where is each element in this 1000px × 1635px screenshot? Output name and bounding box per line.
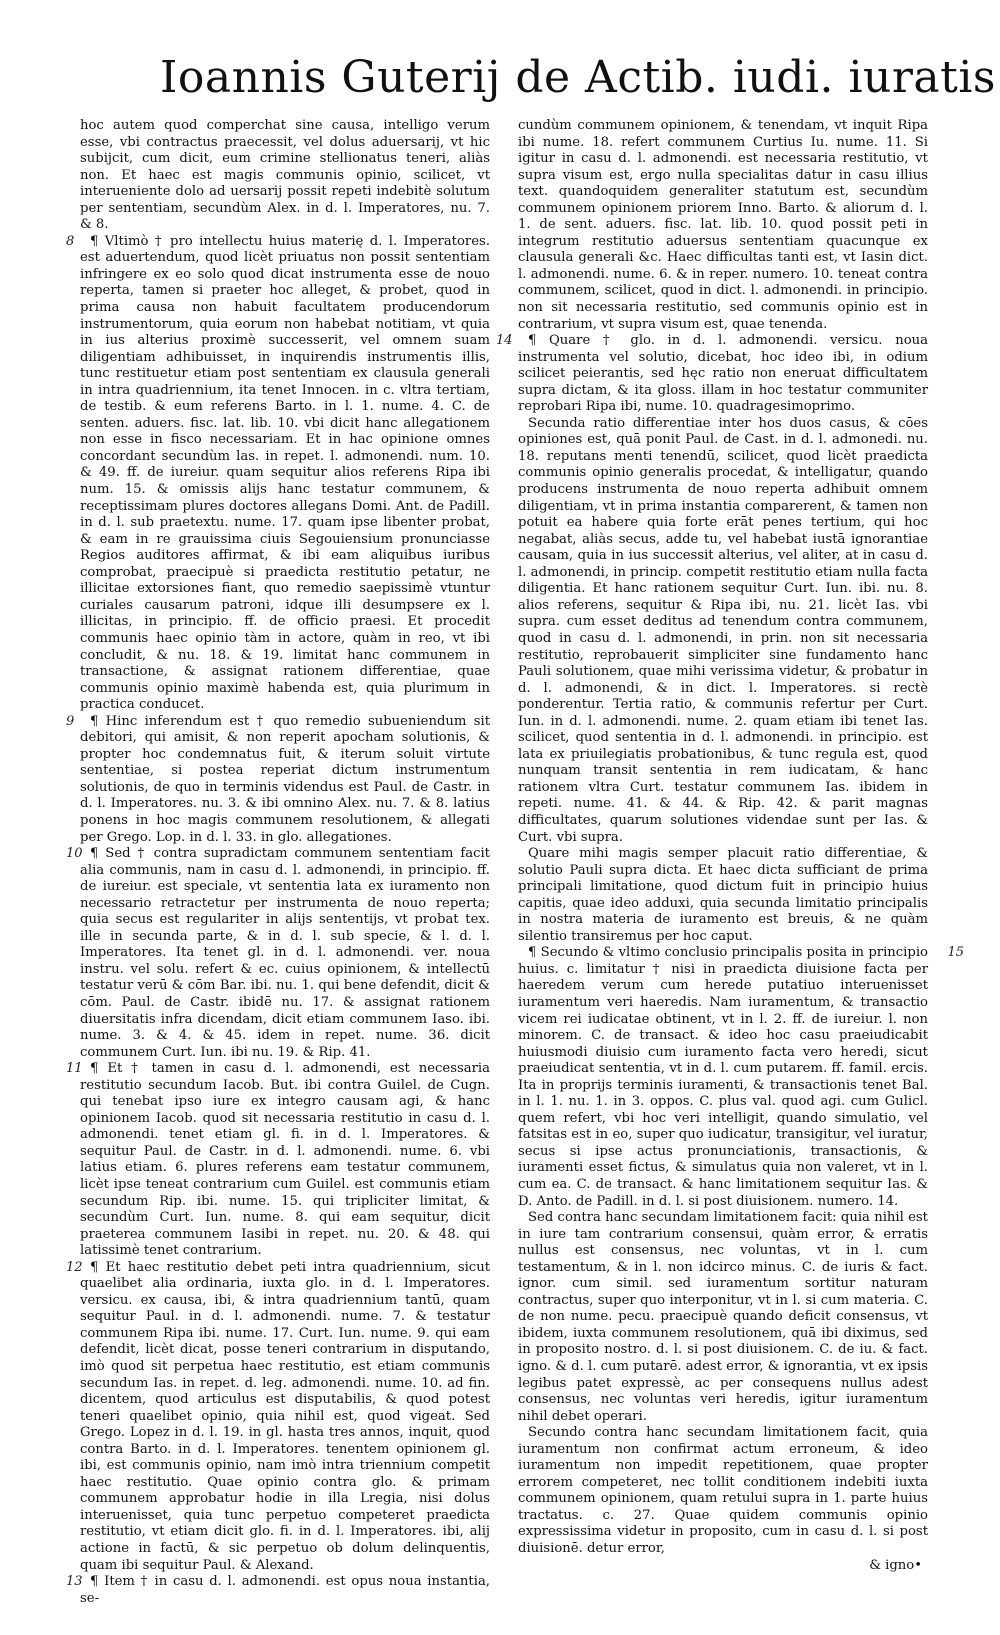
paragraph: Quare mihi magis semper placuit ratio differentiae, & solutio Pauli supra dicta. Et haec dicta sufficiant de prima principali limitatione, quod dictum fuit in principio huius capitis, quae ideo adduxi, quia secunda limitatio principalis in nostra materia de iuramento est breuis, & ne quàm silentio transiremus per hoc caput. (518, 846, 928, 944)
paragraph: 15 ¶ Secundo & vltimo conclusio principalis posita in principio huius. c. limitatur † nisi in praedicta diuisione facta per haeredem verum cum herede putatiuo interuenisset iuramentum veri haeredis. Nam iuramentum, & transactio vicem rei iudicatae obtinent, vt in l. 2. ff. de iureiur. l. non minorem. C. de transact. & ideo hoc casu praeiudicabit huiusmodi diuisio cum iuramento facta vero heredi, sicut praeiudicat sententia, vt in d. l. cum putarem. ff. famil. ercis. Ita in proprijs terminis iuramenti, & transactionis tenet Bal. in l. 1. nu. 1. in 3. oppos. C. plus val. quod agi. cum Gulicl. quem refert, vbi hoc veri intelligit, quando simulatio, vel fatsitas est in eo, super quo iudicatur, transigitur, vel iuratur, secus si ipse actus pronunciationis, transactionis, & iuramenti esset fictus, & simulatus quia non valeret, vt in l. cum ea. C. de transact. & hanc limitationem sequitur Ias. & D. Anto. de Padill. in d. l. si post diuisionem. numero. 14. (518, 945, 964, 1209)
paragraph: Secunda ratio differentiae inter hos duos casus, & cōes opiniones est, quā ponit Paul. de Cast. in d. l. admonedi. nu. 18. reputans menti tenendū, scilicet, quod licèt praedicta communis opinio generalis procedat, & intelligatur, quando producens instrumenta de nouo reperta adhibuit omnem diligentiam, vt in prima instantia comparerent, & tamen non potuit ea habere quia forte erāt penes tertium, qui hoc negabat, aliàs secus, adde tu, vel habebat iustā ignorantiae causam, quia in ius successit alterius, vel aliter, at in casu d. l. admonendi, in princip. competit restitutio etiam nulla facta diligentia. Et hanc rationem sequitur Curt. Iun. ibi. nu. 8. alios referens, sequitur & Ripa ibi, nu. 21. licèt Ias. vbi supra. cum esset deditus ad tenendum contra communem, quod in casu d. l. admonendi, in prin. non sit necessaria restitutio, reprobauerit simpliciter sine fundamento hanc Pauli solutionem, quae mihi verissima videtur, & probatur in d. l. admonendi, & in dict. l. Imperatores. si rectè ponderentur. Tertia ratio, & communis refertur per Curt. Iun. in d. l. admonendi. nume. 2. quam etiam ibi tenet Ias. scilicet, quod sententia in d. l. admonendi. in principio. est lata ex priuilegiatis probationibus, & tunc regula est, quod nunquam transit sententia in rem iudicatam, & hanc rationem vltra Curt. testatur communem Ias. ibidem in repeti. nume. 41. & 44. & Rip. 42. & parit magnas difficultates, quarum solutiones videndae sunt per Ias. & Curt. vbi supra. (518, 415, 928, 845)
margin-number: 12 (66, 1259, 83, 1275)
margin-number: 10 (66, 846, 83, 862)
paragraph: 11 ¶ Et † tamen in casu d. l. admonendi, est necessaria restitutio secundum Iacob. But. ibi contra Guilel. de Cugn. qui tenebat ipso iure ex integro causam agi, & hanc opinionem Iacob. quod sit necessaria restitutio in casu d. l. admonendi. tenet etiam gl. fi. in d. l. Imperatores. & sequitur Paul. de Castr. in d. l. admonendi. nume. 6. vbi latius etiam. 6. plures referens eam testatur communem, licèt ipse teneat contrarium cum Guilel. est communis etiam secundum Rip. ibi. nume. 15. qui tripliciter limitat, & secundùm Curt. Iun. nume. 8. qui eam sequitur, dicit praeterea communem Iasibi in repet. nu. 20. & 48. qui latissimè tenet contrarium. (80, 1061, 490, 1260)
margin-number: 8 (66, 233, 75, 249)
catchword: & igno• (869, 1557, 922, 1573)
margin-number: 11 (66, 1061, 83, 1077)
margin-number: 9 (66, 713, 75, 729)
paragraph: cundùm communem opinionem, & tenendam, vt inquit Ripa ibi nume. 18. refert communem Curtius Iu. nume. 11. Si igitur in casu d. l. admonendi. est necessaria restitutio, vt supra visum est, ergo nulla specialitas datur in casu illius text. quandoquidem generaliter statutum est, secundùm communem opinionem priorem Inno. Barto. & aliorum d. l. 1. de sent. aduers. fisc. lat. lib. 10. quod possit peti in integrum restitutio aduersus sententiam quacunque ex clausula generali &c. Haec difficultas tanti est, vt Iasin dict. l. admonendi. nume. 6. & in reper. numero. 10. teneat contra communem, scilicet, quod in dict. l. admonendi. in principio. non sit necessaria restitutio, sed communis opinio est in contrarium, vt supra visum est, quae tenenda. (518, 118, 928, 332)
running-title: Ioannis Guterij de Actib. iudi. iuratis (160, 52, 996, 103)
paragraph: 8 ¶ Vltimò † pro intellectu huius materię d. l. Imperatores. est aduertendum, quod licèt priuatus non possit sententiam infringere ex eo solo quod dicat instrumenta esse de nouo reperta, tamen si praeter hoc alleget, & probet, quod in prima causa non habuit facultatem producendorum instrumentorum, quia eorum non habebat notitiam, vt quia in ius alterius proximè successerit, vel omnem suam diligentiam adhibuisset, in inquirendis instrumentis illis, tunc restituetur etiam post sententiam ex clausula generali in intra quadriennium, ita tenet Innocen. in c. vltra tertiam, de testib. & eum referens Barto. in l. 1. nume. 4. C. de senten. aduers. fisc. lat. lib. 10. vbi dicit hanc allegationem non esse in fisco necessariam. Et in hac opinione omnes concordant secundùm las. in repet. l. admonendi. num. 10. & 49. ff. de iureiur. quam sequitur alios referens Ripa ibi num. 15. & omissis alijs hanc testatur communem, & receptissimam plures doctores allegans Domi. Ant. de Padill. in d. l. sub praetextu. nume. 17. quam ipse libenter probat, & eam in re grauissima ciuis Segouiensium pronunciasse Regios auditores affirmat, & ibi eam aliquibus iuribus comprobat, praecipuè si praedicta restitutio petatur, ne illicitae extorsiones fiant, quo remedio saepissimè vtuntur curiales causarum patroni, idque illi desumpsere ex l. illicitas, in principio. ff. de officio praesi. Et procedit communis haec opinio tàm in actore, quàm in reo, vt ibi concludit, & nu. 18. & 19. limitat hanc communem in transactione, & assignat rationem differentiae, quae communis opinio maximè habenda est, quia plurimum in practica conducet. (80, 234, 490, 714)
margin-number: 14 (496, 333, 513, 349)
paragraph: Secundo contra hanc secundam limitationem facit, quia iuramentum non confirmat actum erroneum, & ideo iuramentum non impedit repetitionem, quae propter errorem competeret, nec tollit conditionem indebiti iuxta communem opinionem, quam retului supra in 1. parte huius tractatus. c. 27. Quae quidem communis opinio expressissima videtur in proposito, cum in casu d. l. si post diuisionē. detur error, (518, 1425, 928, 1557)
left-column (66, 118, 490, 1607)
paragraph: Sed contra hanc secundam limitationem facit: quia nihil est in iure tam contrarium consensui, quàm error, & erratis nullus est consensus, nec voluntas, vt in l. cum testamentum, & in l. non idcirco minus. C. de iuris & fact. ignor. cum simil. sed iuramentum sortitur naturam contractus, super quo interponitur, vt in l. si cum materia. C. de non nume. pecu. praecipuè quando deficit consensus, vt ibidem, iuxta communem resolutionem, quā ibi diximus, sed in proposito nostro. d. l. si post diuisionem. C. de iu. & fact. igno. & d. l. cum putarē. adest error, & ignorantia, vt ex ipsis legibus patet expressè, ac per consequens nullus adest consensus, nec voluntas veri heredis, igitur iuramentum nihil debet operari. (518, 1210, 928, 1424)
right-column (496, 118, 964, 1574)
paragraph: 9 ¶ Hinc inferendum est † quo remedio subueniendum sit debitori, qui amisit, & non reperit apocham solutionis, & propter hoc condemnatus fuit, & iterum soluit virtute sententiae, si postea reperiat dictum instrumentum solutionis, de quo in terminis videndus est Paul. de Castr. in d. l. Imperatores. nu. 3. & ibi omnino Alex. nu. 7. & 8. latius ponens in hoc magis communem resolutionem, & allegati per Grego. Lop. in d. l. 33. in glo. allegationes. (80, 714, 490, 846)
margin-number: 13 (66, 1574, 83, 1590)
paragraph: hoc autem quod comperchat sine causa, intelligo verum esse, vbi contractus praecessit, vel dolus aduersarij, vt hic subijcit, cum dicit, eum crimine stellionatus teneri, aliàs non. Et haec est magis communis opinio, scilicet, vt interueniente dolo ad uersarij possit repeti indebitè solutum per sententiam, secundùm Alex. in d. l. Imperatores, nu. 7. & 8. (80, 118, 490, 233)
paragraph: 14 ¶ Quare † glo. in d. l. admonendi. versicu. noua instrumenta vel solutio, dicebat, hoc ideo ibi, in odium scilicet peierantis, sed hęc ratio non eneruat difficultatem supra dictam, & ita gloss. illam in hoc testatur communiter reprobari Ripa ibi, nume. 10. quadragesimoprimo. (518, 333, 928, 416)
paragraph: 12 ¶ Et haec restitutio debet peti intra quadriennium, sicut quaelibet alia ordinaria, iuxta glo. in d. l. Imperatores. versicu. ex causa, ibi, & intra quadriennium tantū, quam sequitur Paul. in d. l. admonendi. nume. 7. & testatur communem Ripa ibi. nume. 17. Curt. Iun. nume. 9. qui eam defendit, licèt dicat, posse teneri contrarium in disputando, imò quod sit perpetua haec restitutio, est etiam communis secundum Ias. in repet. d. leg. admonendi. nume. 10. ad fin. dicentem, quod articulus est disputabilis, & quod potest teneri quaelibet opinio, quia nihil est, quod vigeat. Sed Grego. Lopez in d. l. 19. in gl. hasta tres annos, inquit, quod contra Barto. in d. l. Imperatores. tenentem opinionem gl. ibi, est communis opinio, nam imò intra triennium competit haec restitutio. Quae opinio contra glo. & primam communem approbatur hodie in illa Lregia, nisi dolus interuenisset, quia tunc perpetuo competeret praedicta restitutio, vt etiam dicit glo. fi. in d. l. Imperatores. ibi, alij actione in factū, & sic perpetuo ob dolum delinquentis, quam ibi sequitur Paul. & Alexand. (80, 1260, 490, 1574)
paragraph: 10 ¶ Sed † contra supradictam communem sententiam facit alia communis, nam in casu d. l. admonendi, in principio. ff. de iureiur. est speciale, vt sententia lata ex iuramento non necessario retractetur per instrumenta de nouo reperta; quia secus est regulariter in alijs sententijs, vt probat tex. ille in secunda parte, & in d. l. sub specie, & l. d. l. Imperatores. Ita tenet gl. in d. l. admonendi. ver. noua instru. vel solu. refert & ec. cuius opinionem, & intellectū testatur verū & cōm Bar. ibi. nu. 1. qui bene defendit, dicit & cōm. Paul. de Castr. ibidē nu. 17. & assignat rationem diuersitatis infra dicendam, dicit etiam communem Iaso. ibi. nume. 3. & 4. & 45. idem in repet. nume. 36. dicit communem Curt. Iun. ibi nu. 19. & Rip. 41. (80, 846, 490, 1061)
margin-number: 15 (947, 945, 964, 961)
paragraph: 13 ¶ Item † in casu d. l. admonendi. est opus noua instantia, se- (80, 1574, 490, 1607)
